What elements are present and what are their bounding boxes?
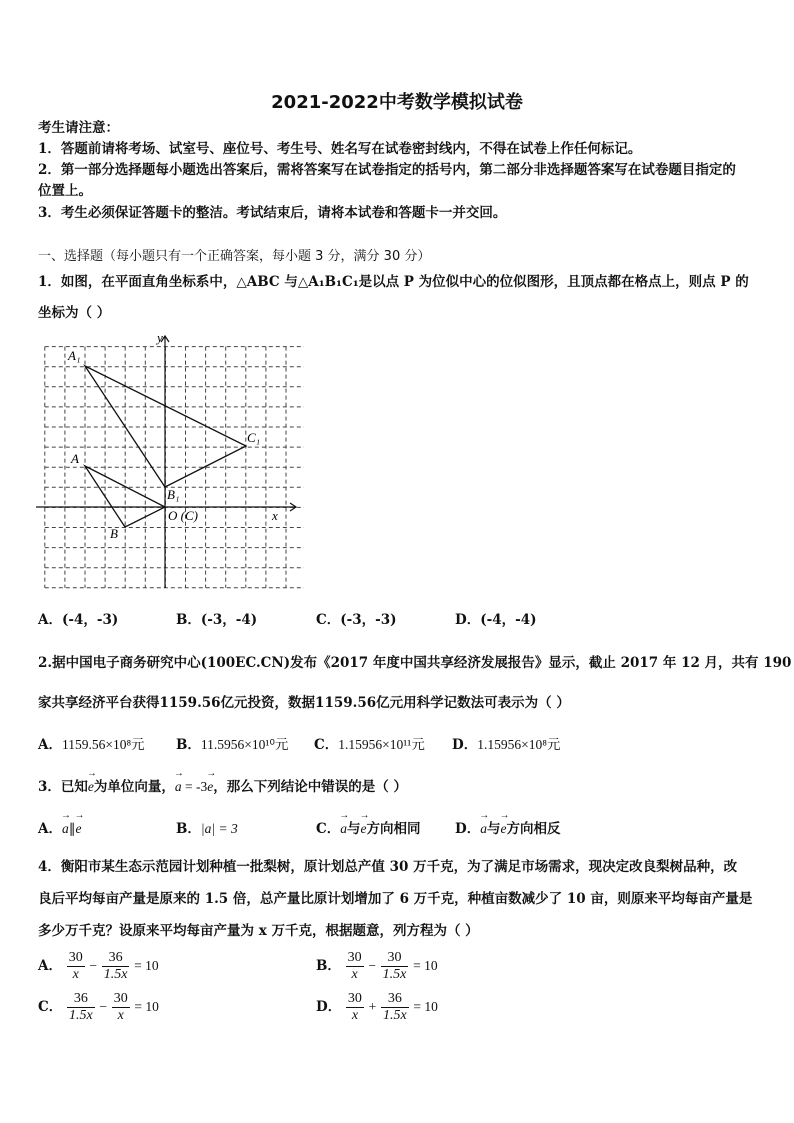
- q3-option-c-mid: 与: [347, 821, 361, 837]
- notice-item-1: 1．答题前请将考场、试室号、座位号、考生号、姓名写在试卷密封线内，不得在试卷上作任何标记。: [38, 141, 642, 157]
- q3-option-d-vec-e: → e: [500, 821, 506, 837]
- q4-stem-line2: 良后平均每亩产量是原来的 1.5 倍，总产量比原计划增加了 6 万千克，种植亩数减少了 10 亩，则原来平均每亩产量是: [38, 891, 753, 907]
- q3-vector-e-2: → e: [207, 779, 213, 795]
- notice-item-2-cont: 位置上。: [38, 183, 92, 199]
- q3-option-a-vec-a: → a: [62, 821, 69, 837]
- frac-denominator: x: [351, 967, 358, 982]
- q4-option-b-rhs: = 10: [413, 958, 438, 973]
- q3-option-d-tail: 方向相反: [506, 821, 561, 837]
- frac-numerator: 30: [347, 991, 362, 1006]
- frac-numerator: 30: [381, 950, 409, 967]
- frac-denominator: 1.5x: [68, 1008, 93, 1023]
- q3-option-a-parallel: ∥: [68, 821, 76, 836]
- notice-item-2: 2．第一部分选择题每小题选出答案后，需将答案写在试卷指定的括号内，第二部分非选择题答案写在试卷题目指定的: [38, 162, 736, 178]
- q3-option-d-mid: 与: [486, 821, 501, 837]
- q4-stem-line1: 4．衡阳市某生态示范园计划种植一批梨树，原计划总产值 30 万千克，为了满足市场需求，现决定改良梨树品种，改: [38, 859, 738, 875]
- frac-numerator: 36: [381, 991, 409, 1008]
- q3-vector-a: → a: [175, 779, 182, 795]
- q3-stem-pre: 3．已知: [38, 779, 88, 795]
- q2-option-a-label: A．: [38, 737, 62, 753]
- q1-option-c: C．(-3，-3): [316, 612, 397, 628]
- q2-option-c-value: 1.15956×10¹¹元: [338, 737, 425, 752]
- q4-option-c-op: −: [99, 999, 107, 1014]
- q2-stem-line1: 2.据中国电子商务研究中心(100EC.CN)发布《2017 年度中国共享经济发展报告》显示，截止 2017 年 12 月，共有 190: [38, 655, 792, 671]
- q4-option-a-frac1: [67, 950, 85, 983]
- q3-option-d-vec-a: → a: [480, 821, 487, 837]
- q3-option-b-text: |a| = 3: [200, 821, 238, 836]
- q1-coordinate-figure: [34, 328, 304, 590]
- q3-option-a-vec-e: → e: [75, 821, 81, 837]
- q3-option-c-label: C．: [316, 821, 341, 837]
- q4-option-b: [316, 950, 438, 983]
- q3-stem: [38, 775, 407, 795]
- q2-option-c-label: C．: [314, 737, 339, 753]
- label-b: B: [110, 526, 118, 541]
- label-c1: C₁: [247, 430, 261, 445]
- q2-option-c: [314, 733, 425, 753]
- q3-equation: = -3: [181, 779, 208, 794]
- q4-option-b-label: B．: [316, 958, 341, 974]
- section-header: 一、选择题（每小题只有一个正确答案，每小题 3 分，满分 30 分）: [38, 249, 431, 264]
- page-title: 2021-2022中考数学模拟试卷: [271, 92, 523, 113]
- q1-option-a: A．(-4，-3): [38, 612, 119, 628]
- q4-option-b-frac2: [381, 950, 409, 983]
- frac-numerator: 30: [113, 991, 128, 1006]
- q4-option-a-rhs: = 10: [134, 958, 159, 973]
- frac-numerator: 36: [67, 991, 95, 1008]
- frac-numerator: 30: [68, 950, 83, 965]
- frac-denominator: 1.5x: [382, 1008, 407, 1023]
- q4-option-b-op: −: [368, 958, 376, 973]
- q1-stem-line2: 坐标为（ ）: [38, 305, 111, 321]
- q2-option-d-label: D．: [452, 737, 478, 753]
- q4-option-a-label: A．: [38, 958, 62, 974]
- label-origin: O (C): [168, 508, 198, 523]
- q4-option-c-frac1: [67, 991, 95, 1024]
- q3-option-a: [38, 817, 81, 837]
- q3-stem-mid1: 为单位向量，: [93, 779, 175, 795]
- frac-denominator: 1.5x: [382, 967, 407, 982]
- q1-option-b: B．(-3，-4): [176, 612, 258, 628]
- q4-stem-line3: 多少万千克？设原来平均每亩产量为 x 万千克，根据题意，列方程为（ ）: [38, 923, 479, 939]
- q3-option-c-vec-e: → e: [361, 821, 367, 837]
- q3-option-a-label: A．: [38, 821, 62, 837]
- q2-option-b-label: B．: [176, 737, 201, 753]
- q4-option-c-label: C．: [38, 999, 63, 1015]
- x-axis-label: x: [272, 508, 278, 523]
- q4-option-b-frac1: [346, 950, 364, 983]
- label-a1: A₁: [68, 348, 81, 363]
- q3-option-c-tail: 方向相同: [366, 821, 421, 837]
- q3-vector-e: → e: [88, 779, 94, 795]
- q4-option-a-frac2: [102, 950, 130, 983]
- q3-option-b-label: B．: [176, 821, 201, 837]
- q4-option-d-frac2: [381, 991, 409, 1024]
- q1-option-d: D．(-4，-4): [455, 612, 537, 628]
- notice-heading: 考生请注意：: [38, 120, 119, 136]
- q3-option-d-label: D．: [455, 821, 481, 837]
- q1-stem-line1: 1．如图，在平面直角坐标系中，△ABC 与△A₁B₁C₁是以点 P 为位似中心的位似图形，且顶点都在格点上，则点 P 的: [38, 274, 749, 290]
- notice-item-3: 3．考生必须保证答题卡的整洁。考试结束后，请将本试卷和答题卡一并交回。: [38, 205, 507, 221]
- label-a: A: [71, 451, 79, 466]
- q4-option-d-rhs: = 10: [413, 999, 438, 1014]
- q3-option-d: [455, 817, 560, 837]
- frac-denominator: x: [117, 1008, 124, 1023]
- frac-denominator: x: [72, 967, 79, 982]
- q2-option-a-value: 1159.56×10⁸元: [61, 737, 145, 752]
- q3-stem-mid2: ，那么下列结论中错误的是（ ）: [213, 779, 407, 795]
- q2-option-d-value: 1.15956×10⁸元: [477, 737, 561, 752]
- q4-option-c: [38, 991, 159, 1024]
- y-axis-label: y: [157, 330, 163, 345]
- q4-option-d-label: D．: [316, 999, 342, 1015]
- q2-option-b: [176, 733, 288, 753]
- q2-option-b-value: 11.5956×10¹⁰元: [200, 737, 289, 752]
- q3-option-b: [176, 817, 238, 837]
- q4-option-d-frac1: [346, 991, 364, 1024]
- frac-numerator: 36: [102, 950, 130, 967]
- q2-option-a: [38, 733, 145, 753]
- frac-denominator: x: [351, 1008, 359, 1023]
- q4-option-c-rhs: = 10: [134, 999, 159, 1014]
- q4-option-d: [316, 991, 438, 1024]
- q3-option-c: [316, 817, 421, 837]
- q4-option-a: [38, 950, 159, 983]
- frac-numerator: 30: [347, 950, 362, 965]
- q2-option-d: [452, 733, 560, 753]
- q4-option-d-op: +: [368, 999, 377, 1014]
- grid-lines: [45, 347, 304, 588]
- q3-option-c-vec-a: → a: [340, 821, 347, 837]
- label-b1: B₁: [167, 487, 180, 502]
- q2-stem-line2: 家共享经济平台获得1159.56亿元投资，数据1159.56亿元用科学记数法可表示为（ ）: [38, 695, 570, 711]
- frac-denominator: 1.5x: [103, 967, 128, 982]
- q4-option-a-op: −: [89, 958, 98, 973]
- q4-option-c-frac2: [112, 991, 130, 1024]
